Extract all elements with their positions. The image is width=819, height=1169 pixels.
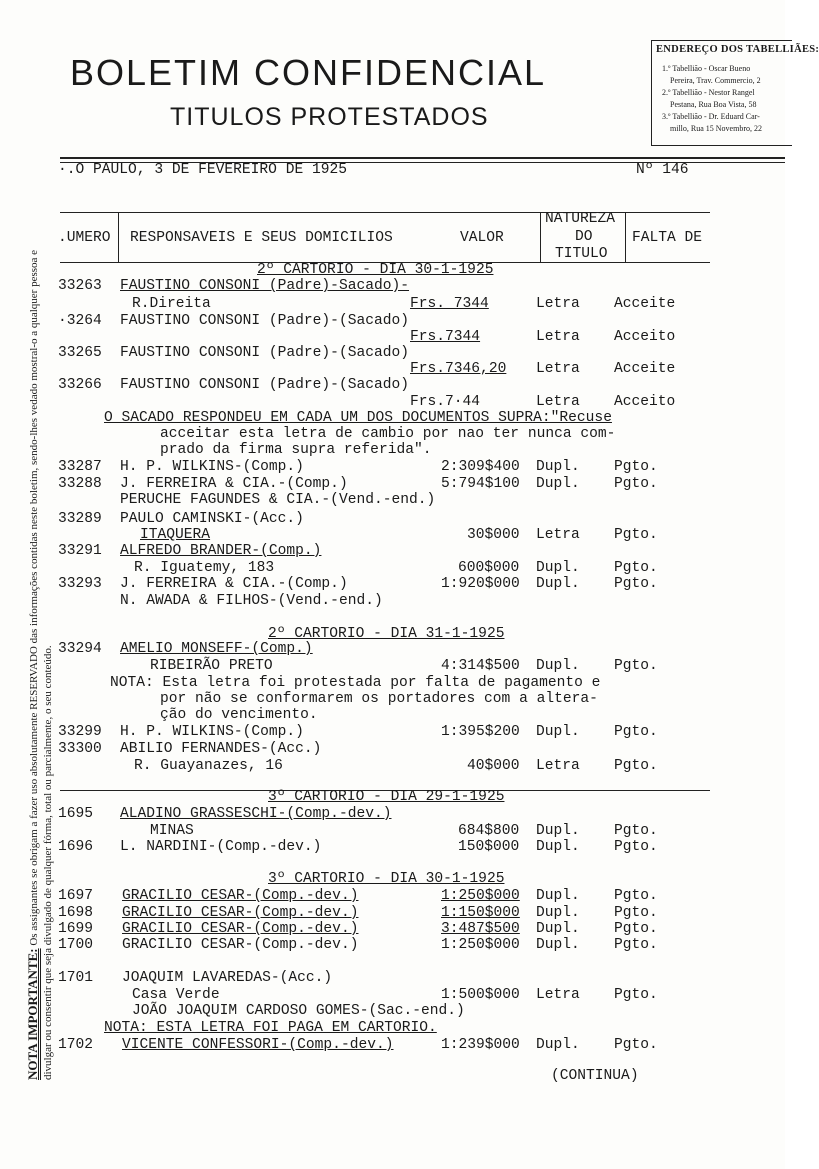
entry-number: 33265 [58, 345, 102, 361]
entry-number: 1701 [58, 970, 94, 986]
entry-responsible: J. FERREIRA & CIA.-(Comp.) [120, 476, 348, 492]
entry-reason: Pgto. [614, 1037, 658, 1053]
entry-number: 33294 [58, 641, 102, 657]
entry-nature: Letra [536, 329, 580, 345]
section-heading: 3º CARTORIO - DIA 29-1-1925 [268, 789, 505, 805]
entry-nature: Dupl. [536, 888, 580, 904]
entry-number: 1696 [58, 839, 94, 855]
entry-value: 1:500$000 [441, 987, 520, 1003]
entry-number: 33289 [58, 511, 102, 527]
note-text: ção do vencimento. [160, 707, 318, 723]
entry-number: 1700 [58, 937, 94, 953]
header-rule [60, 157, 785, 159]
entry-nature: Letra [536, 758, 580, 774]
continua-label: (CONTINUA) [551, 1068, 639, 1084]
date-line: ·.O PAULO, 3 DE FEVEREIRO DE 1925 [58, 162, 348, 178]
note-sacado: acceitar esta letra de cambio por nao ter nunca com- [160, 426, 616, 442]
entry-reason: Acceito [614, 329, 676, 345]
entry-value: 684$800 [458, 823, 520, 839]
entry-value: 1:395$200 [441, 724, 520, 740]
entry-value: 3:487$500 [441, 921, 520, 937]
entry-nature: Dupl. [536, 476, 580, 492]
entry-value: 40$000 [467, 758, 520, 774]
entry-nature: Dupl. [536, 724, 580, 740]
entry-number: 1697 [58, 888, 94, 904]
entry-nature: Letra [536, 296, 580, 312]
entry-reason: Pgto. [614, 823, 658, 839]
entry-reason: Acceite [614, 296, 676, 312]
entry-value: 2:309$400 [441, 459, 520, 475]
entry-responsible: H. P. WILKINS-(Comp.) [120, 724, 304, 740]
entry-reason: Pgto. [614, 560, 658, 576]
entry-responsible: VICENTE CONFESSORI-(Comp.-dev.) [122, 1037, 394, 1053]
column-header-natureza-do: DO [575, 229, 593, 245]
entry-responsible: FAUSTINO CONSONI (Padre)-(Sacado) [120, 345, 410, 361]
entry-number: 1699 [58, 921, 94, 937]
entry-value: 30$000 [467, 527, 520, 543]
entry-reason: Pgto. [614, 888, 658, 904]
entry-value: 1:250$000 [441, 888, 520, 904]
entry-nature: Dupl. [536, 905, 580, 921]
entry-reason: Pgto. [614, 724, 658, 740]
entry-nature: Dupl. [536, 658, 580, 674]
entry-value: Frs.7344 [410, 329, 481, 345]
entry-reason: Acceito [614, 394, 676, 410]
entry-number: ·3264 [58, 313, 102, 329]
section-heading: 2º CARTORIO - DIA 31-1-1925 [268, 626, 505, 642]
entry-responsible: RIBEIRÃO PRETO [150, 658, 273, 674]
note-text: NOTA: Esta letra foi protestada por falta de pagamento e [110, 675, 601, 691]
address-line: millo, Rua 15 Novembro, 22 [670, 124, 762, 133]
entry-responsible: H. P. WILKINS-(Comp.) [120, 459, 304, 475]
address-box-title: ENDEREÇO DOS TABELLIÃES: [656, 44, 819, 55]
entry-responsible: J. FERREIRA & CIA.-(Comp.) [120, 576, 348, 592]
entry-responsible: GRACILIO CESAR-(Comp.-dev.) [122, 888, 359, 904]
entry-responsible: N. AWADA & FILHOS-(Vend.-end.) [120, 593, 383, 609]
entry-responsible: FAUSTINO CONSONI (Padre)-Sacado)- [120, 278, 410, 294]
note-text: por não se conformarem os portadores com a altera- [160, 691, 598, 707]
entry-responsible: ABILIO FERNANDES-(Acc.) [120, 741, 322, 757]
address-line: 3.º Tabellião - Dr. Eduard Car- [662, 112, 760, 121]
entry-reason: Pgto. [614, 459, 658, 475]
entry-number: 33293 [58, 576, 102, 592]
entry-nature: Dupl. [536, 937, 580, 953]
address-line: Pereira, Trav. Commercio, 2 [670, 76, 761, 85]
page-subtitle: TITULOS PROTESTADOS [170, 103, 489, 131]
entry-value: 4:314$500 [441, 658, 520, 674]
entry-value: 5:794$100 [441, 476, 520, 492]
entry-responsible: FAUSTINO CONSONI (Padre)-(Sacado) [120, 377, 410, 393]
entry-number: 33263 [58, 278, 102, 294]
section-heading: 3º CARTORIO - DIA 30-1-1925 [268, 871, 505, 887]
entry-responsible: ALFREDO BRANDER-(Comp.) [120, 543, 322, 559]
entry-value: 1:150$000 [441, 905, 520, 921]
column-header-valor: VALOR [460, 230, 504, 246]
entry-nature: Dupl. [536, 839, 580, 855]
entry-responsible: FAUSTINO CONSONI (Padre)-(Sacado) [120, 313, 410, 329]
entry-responsible: PAULO CAMINSKI-(Acc.) [120, 511, 304, 527]
page-title: BOLETIM CONFIDENCIAL [70, 52, 547, 93]
entry-value: 1:239$000 [441, 1037, 520, 1053]
entry-responsible: Casa Verde [132, 987, 220, 1003]
entry-responsible: GRACILIO CESAR-(Comp.-dev.) [122, 921, 359, 937]
column-divider [625, 212, 626, 262]
entry-nature: Dupl. [536, 560, 580, 576]
entry-number: 33300 [58, 741, 102, 757]
entry-responsible: MINAS [150, 823, 194, 839]
note-sacado: prado da firma supra referida". [160, 442, 432, 458]
column-header-responsaveis: RESPONSAVEIS E SEUS DOMICILIOS [130, 230, 393, 246]
bulletin-number: Nº 146 [636, 162, 689, 178]
entry-number: 33266 [58, 377, 102, 393]
entry-nature: Letra [536, 987, 580, 1003]
entry-responsible: ITAQUERA [140, 527, 211, 543]
entry-reason: Pgto. [614, 839, 658, 855]
entry-value: Frs.7346,20 [410, 361, 507, 377]
entry-reason: Pgto. [614, 987, 658, 1003]
entry-number: 1695 [58, 806, 94, 822]
column-header-numero: .UMERO [58, 230, 111, 246]
entry-value: 600$000 [458, 560, 520, 576]
column-divider [118, 212, 119, 262]
entry-nature: Dupl. [536, 921, 580, 937]
entry-number: 33287 [58, 459, 102, 475]
entry-responsible: L. NARDINI-(Comp.-dev.) [120, 839, 322, 855]
note-sacado: O SACADO RESPONDEU EM CADA UM DOS DOCUMENTOS SUPRA:"Recuse [104, 410, 612, 426]
entry-reason: Pgto. [614, 758, 658, 774]
entry-responsible: JOÃO JOAQUIM CARDOSO GOMES-(Sac.-end.) [132, 1003, 465, 1019]
entry-nature: Dupl. [536, 459, 580, 475]
entry-responsible: ALADINO GRASSESCHI-(Comp.-dev.) [120, 806, 392, 822]
entry-responsible: R. Iguatemy, 183 [134, 560, 275, 576]
entry-reason: Pgto. [614, 527, 658, 543]
address-line: Pestana, Rua Boa Vista, 58 [670, 100, 757, 109]
entry-number: 33288 [58, 476, 102, 492]
entry-value: 150$000 [458, 839, 520, 855]
entry-reason: Pgto. [614, 921, 658, 937]
column-header-natureza-titulo: TITULO [555, 246, 608, 262]
column-divider [540, 212, 541, 262]
entry-reason: Pgto. [614, 576, 658, 592]
column-header-natureza: NATUREZA [545, 211, 616, 227]
entry-value: Frs. 7344 [410, 296, 489, 312]
side-note [0, 0, 60, 1169]
note-text: NOTA: ESTA LETRA FOI PAGA EM CARTORIO. [104, 1020, 437, 1036]
entry-nature: Dupl. [536, 823, 580, 839]
entry-responsible: GRACILIO CESAR-(Comp.-dev.) [122, 937, 359, 953]
entry-reason: Pgto. [614, 476, 658, 492]
address-line: 1.º Tabellião - Oscar Bueno [662, 64, 751, 73]
entry-nature: Letra [536, 527, 580, 543]
entry-reason: Pgto. [614, 937, 658, 953]
entry-nature: Letra [536, 394, 580, 410]
column-header-falta: FALTA DE [632, 230, 703, 246]
side-note-text [26, 220, 55, 1080]
entry-responsible: PERUCHE FAGUNDES & CIA.-(Vend.-end.) [120, 492, 436, 508]
side-note-body: Os assignantes se obrigam a fazer uso absolutamente RESERVADO das informações contidas neste boletim, sendo-lhes vedado mostral-o a qualquer pessoa e divulgar ou consentir que seja divulgado de qualquer fórma, total ou parcialmente, o seu conteúdo. [28, 249, 54, 1080]
entry-number: 33299 [58, 724, 102, 740]
entry-responsible: R. Guayanazes, 16 [134, 758, 283, 774]
entry-nature: Dupl. [536, 1037, 580, 1053]
entry-nature: Dupl. [536, 576, 580, 592]
entry-nature: Letra [536, 361, 580, 377]
entry-number: 1698 [58, 905, 94, 921]
entry-responsible: JOAQUIM LAVAREDAS-(Acc.) [122, 970, 333, 986]
entry-reason: Pgto. [614, 658, 658, 674]
entry-value: 1:250$000 [441, 937, 520, 953]
entry-responsible: GRACILIO CESAR-(Comp.-dev.) [122, 905, 359, 921]
entry-responsible: R.Direita [132, 296, 211, 312]
entry-value: Frs.7·44 [410, 394, 481, 410]
address-line: 2.º Tabellião - Nestor Rangel [662, 88, 755, 97]
entry-number: 33291 [58, 543, 102, 559]
entry-responsible: AMELIO MONSEFF-(Comp.) [120, 641, 313, 657]
entry-value: 1:920$000 [441, 576, 520, 592]
entry-reason: Pgto. [614, 905, 658, 921]
section-heading: 2º CARTORIO - DIA 30-1-1925 [257, 262, 494, 278]
side-note-label: NOTA IMPORTANTE: [25, 948, 40, 1080]
entry-reason: Acceite [614, 361, 676, 377]
entry-number: 1702 [58, 1037, 94, 1053]
